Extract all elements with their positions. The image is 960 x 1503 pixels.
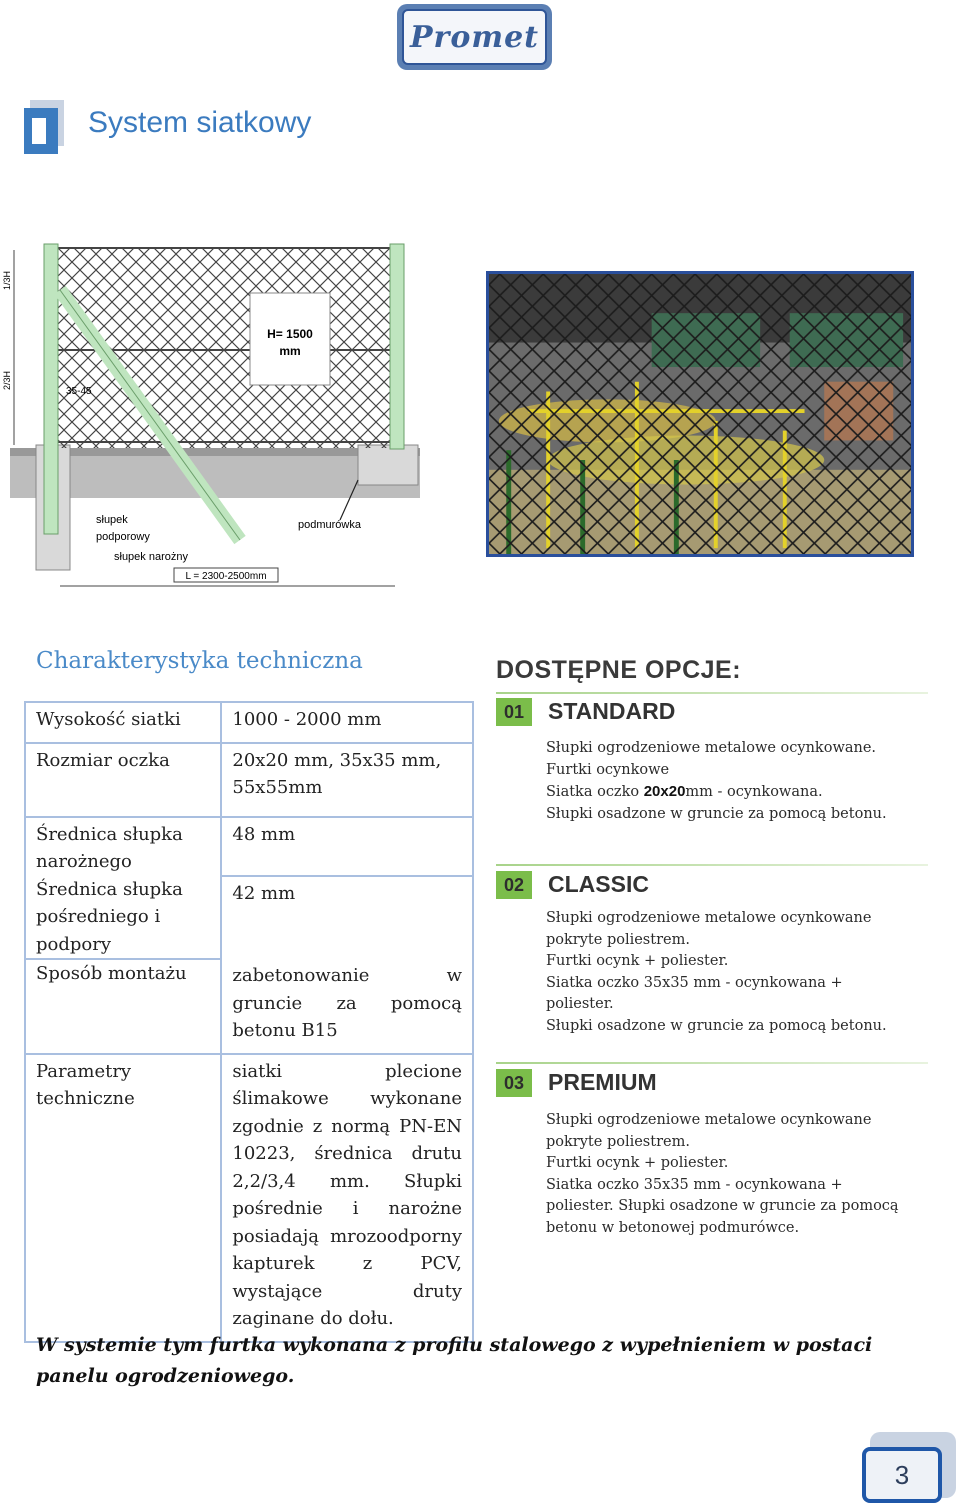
- options-title: DOSTĘPNE OPCJE:: [496, 656, 742, 684]
- footer-note: W systemie tym furtka wykonana z profilu stalowego z wypełnieniem w postaci panelu ogrodzeniowego.: [36, 1334, 873, 1387]
- row-label: Sposób montażu: [25, 959, 221, 1054]
- row-label: Średnica słupka narożnego: [25, 817, 221, 876]
- label-corner-post: słupek narożny: [114, 551, 188, 563]
- divider: [496, 1062, 928, 1064]
- page-number-badge: [862, 1447, 942, 1503]
- row-label: Wysokość siatki: [25, 702, 221, 743]
- table-row: [25, 959, 473, 1054]
- tech-table: [24, 701, 474, 1343]
- row-label: Średnica słupka pośredniego i podpory: [25, 876, 221, 960]
- fence-diagram: [0, 230, 430, 595]
- logo-text: Promet: [409, 19, 540, 55]
- options-panel: [490, 650, 930, 1250]
- row-value: 48 mm: [221, 817, 473, 876]
- table-row: [25, 702, 473, 743]
- section-title: System siatkowy: [88, 106, 312, 139]
- row-label: Rozmiar oczka: [25, 743, 221, 817]
- length-label: L = 2300-2500mm: [185, 571, 267, 582]
- option-number: 01: [496, 698, 532, 726]
- dim-two-third: 2/3H: [2, 370, 12, 390]
- section-marker-icon: [24, 100, 64, 154]
- logo-frame: [402, 9, 547, 65]
- option-description: Słupki ogrodzeniowe metalowe ocynkowane pokryte poliestrem. Furtki ocynk + poliester. Siatka oczko 35x35 mm - ocynkowana + poliester. Słupki osadzone w gruncie za pomocą betonu w betonowej podmurówce.: [546, 1112, 899, 1236]
- option-name: PREMIUM: [548, 1069, 657, 1095]
- label-intermediate-1: słupek: [96, 514, 128, 526]
- divider: [496, 864, 928, 866]
- row-value: siatki plecione ślimakowe wykonane zgodnie z normą PN-EN 10223, średnica drutu 2,2/3,4 mm. Słupki pośrednie i narożne posiadają mrozoodporny kapturek z PCV, wystające druty zaginane do dołu.: [221, 1054, 473, 1342]
- option-name: STANDARD: [548, 698, 676, 724]
- option-name: CLASSIC: [548, 871, 649, 897]
- dim-one-third: 1/3H: [2, 270, 12, 290]
- row-value: zabetonowanie w gruncie za pomocą betonu B15: [221, 959, 473, 1054]
- table-row: [25, 876, 473, 960]
- divider: [496, 692, 928, 694]
- option-description: Słupki ogrodzeniowe metalowe ocynkowane pokryte poliestrem. Furtki ocynk + poliester. Siatka oczko 35x35 mm - ocynkowana + poliester. Słupki osadzone w gruncie za pomocą betonu.: [546, 910, 887, 1034]
- angle-label: 35-45: [66, 386, 92, 397]
- table-row: [25, 743, 473, 817]
- fence-photo: [486, 271, 914, 557]
- row-value: 20x20 mm, 35x35 mm, 55x55mm: [221, 743, 473, 817]
- row-value: 42 mm: [221, 876, 473, 960]
- company-logo: [397, 4, 552, 70]
- table-row: [25, 1054, 473, 1342]
- option-description: Słupki ogrodzeniowe metalowe ocynkowane. Furtki ocynkowe Siatka oczko 20x20mm - ocynkowana. Słupki osadzone w gruncie za pomocą betonu.: [546, 740, 887, 822]
- page-number: 3: [866, 1451, 938, 1499]
- option-number: 02: [496, 871, 532, 899]
- table-row: [25, 817, 473, 876]
- label-intermediate-2: podporowy: [96, 531, 150, 543]
- row-label: Parametry techniczne: [25, 1054, 221, 1342]
- mesh-size-highlight: 20x20: [643, 783, 686, 800]
- row-value: 1000 - 2000 mm: [221, 702, 473, 743]
- height-label-line2: mm: [279, 344, 301, 358]
- height-label-line1: H= 1500: [267, 327, 313, 341]
- label-foundation: podmurówka: [298, 519, 361, 531]
- option-number: 03: [496, 1069, 532, 1097]
- tech-title: Charakterystyka techniczna: [36, 648, 363, 674]
